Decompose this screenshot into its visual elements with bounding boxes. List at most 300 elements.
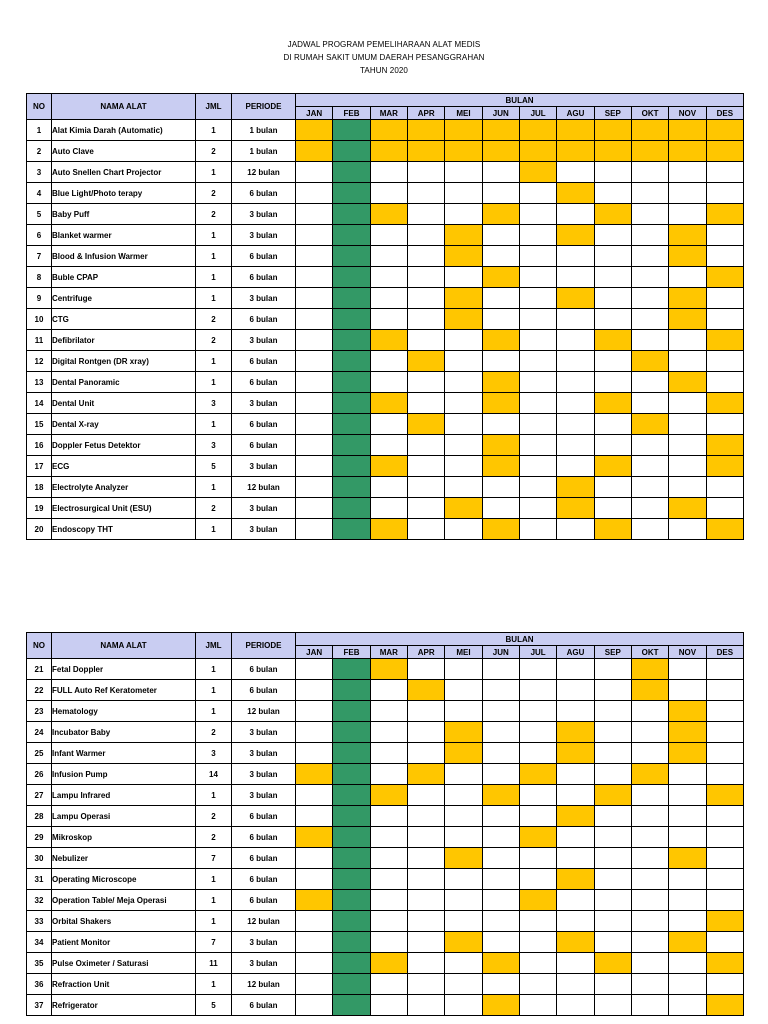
cell-jml: 1 bbox=[196, 701, 232, 722]
month-cell bbox=[296, 848, 333, 869]
month-cell-scheduled bbox=[445, 498, 482, 519]
month-cell bbox=[519, 848, 556, 869]
month-cell bbox=[445, 204, 482, 225]
month-cell bbox=[557, 953, 594, 974]
month-cell-scheduled bbox=[631, 680, 668, 701]
month-cell bbox=[482, 498, 519, 519]
month-cell bbox=[557, 974, 594, 995]
month-cell bbox=[631, 309, 668, 330]
month-cell bbox=[594, 680, 631, 701]
month-cell-scheduled bbox=[482, 393, 519, 414]
month-cell bbox=[407, 659, 444, 680]
month-cell bbox=[557, 393, 594, 414]
month-cell-scheduled bbox=[669, 246, 706, 267]
month-cell bbox=[407, 519, 444, 540]
month-cell-scheduled bbox=[669, 701, 706, 722]
cell-jml: 2 bbox=[196, 827, 232, 848]
cell-no: 8 bbox=[27, 267, 52, 288]
month-cell-scheduled bbox=[557, 120, 594, 141]
cell-periode: 6 bulan bbox=[232, 869, 296, 890]
month-cell bbox=[296, 372, 333, 393]
cell-periode: 6 bulan bbox=[232, 309, 296, 330]
cell-nama-alat: Lampu Infrared bbox=[52, 785, 196, 806]
cell-no: 30 bbox=[27, 848, 52, 869]
month-cell bbox=[370, 414, 407, 435]
month-cell bbox=[445, 974, 482, 995]
header-month: JUL bbox=[519, 107, 556, 120]
month-cell bbox=[557, 204, 594, 225]
cell-periode: 12 bulan bbox=[232, 162, 296, 183]
table-row bbox=[27, 120, 744, 141]
month-cell-feb-marked bbox=[333, 393, 370, 414]
month-cell bbox=[445, 519, 482, 540]
month-cell-scheduled bbox=[445, 722, 482, 743]
month-cell bbox=[296, 498, 333, 519]
month-cell-feb-marked bbox=[333, 680, 370, 701]
month-cell-feb-marked bbox=[333, 267, 370, 288]
month-cell bbox=[557, 162, 594, 183]
month-cell bbox=[370, 827, 407, 848]
table-row bbox=[27, 393, 744, 414]
cell-no: 6 bbox=[27, 225, 52, 246]
month-cell bbox=[631, 393, 668, 414]
month-cell-feb-marked bbox=[333, 701, 370, 722]
month-cell bbox=[482, 701, 519, 722]
month-cell bbox=[482, 974, 519, 995]
month-cell bbox=[296, 519, 333, 540]
month-cell-scheduled bbox=[482, 785, 519, 806]
month-cell bbox=[669, 393, 706, 414]
table-row bbox=[27, 435, 744, 456]
month-cell-scheduled bbox=[370, 519, 407, 540]
month-cell bbox=[557, 351, 594, 372]
month-cell bbox=[482, 246, 519, 267]
cell-periode: 3 bulan bbox=[232, 743, 296, 764]
header-month: JUN bbox=[482, 646, 519, 659]
header-month: MEI bbox=[445, 646, 482, 659]
month-cell bbox=[669, 806, 706, 827]
cell-no: 23 bbox=[27, 701, 52, 722]
month-cell bbox=[557, 911, 594, 932]
month-cell-scheduled bbox=[445, 120, 482, 141]
month-cell-scheduled bbox=[482, 372, 519, 393]
cell-nama-alat: Blood & Infusion Warmer bbox=[52, 246, 196, 267]
month-cell bbox=[594, 183, 631, 204]
month-cell-scheduled bbox=[669, 141, 706, 162]
month-cell bbox=[519, 932, 556, 953]
month-cell bbox=[445, 414, 482, 435]
month-cell bbox=[370, 932, 407, 953]
month-cell-scheduled bbox=[296, 764, 333, 785]
header-nama-alat: NAMA ALAT bbox=[52, 633, 196, 659]
cell-nama-alat: ECG bbox=[52, 456, 196, 477]
cell-nama-alat: Electrolyte Analyzer bbox=[52, 477, 196, 498]
month-cell bbox=[594, 225, 631, 246]
month-cell bbox=[631, 372, 668, 393]
cell-periode: 6 bulan bbox=[232, 267, 296, 288]
cell-jml: 1 bbox=[196, 246, 232, 267]
month-cell bbox=[594, 911, 631, 932]
month-cell-scheduled bbox=[706, 953, 743, 974]
header-month: MAR bbox=[370, 107, 407, 120]
cell-periode: 3 bulan bbox=[232, 330, 296, 351]
month-cell bbox=[706, 890, 743, 911]
header-month: DES bbox=[706, 646, 743, 659]
month-cell bbox=[445, 330, 482, 351]
cell-jml: 2 bbox=[196, 183, 232, 204]
cell-jml: 3 bbox=[196, 743, 232, 764]
month-cell bbox=[631, 785, 668, 806]
month-cell bbox=[557, 519, 594, 540]
month-cell bbox=[669, 456, 706, 477]
month-cell bbox=[594, 764, 631, 785]
month-cell bbox=[706, 764, 743, 785]
cell-no: 16 bbox=[27, 435, 52, 456]
cell-periode: 3 bulan bbox=[232, 722, 296, 743]
month-cell-scheduled bbox=[407, 764, 444, 785]
header-nama-alat: NAMA ALAT bbox=[52, 94, 196, 120]
table-row bbox=[27, 183, 744, 204]
document-title bbox=[0, 38, 768, 77]
month-cell bbox=[557, 309, 594, 330]
month-cell-scheduled bbox=[482, 456, 519, 477]
cell-jml: 2 bbox=[196, 498, 232, 519]
month-cell-scheduled bbox=[445, 141, 482, 162]
table-row bbox=[27, 827, 744, 848]
month-cell bbox=[296, 183, 333, 204]
cell-no: 24 bbox=[27, 722, 52, 743]
cell-periode: 3 bulan bbox=[232, 204, 296, 225]
month-cell-feb-marked bbox=[333, 764, 370, 785]
month-cell-scheduled bbox=[594, 330, 631, 351]
cell-no: 1 bbox=[27, 120, 52, 141]
month-cell-scheduled bbox=[519, 141, 556, 162]
month-cell-feb-marked bbox=[333, 414, 370, 435]
month-cell bbox=[407, 701, 444, 722]
month-cell bbox=[296, 995, 333, 1016]
header-no: NO bbox=[27, 633, 52, 659]
month-cell-feb-marked bbox=[333, 722, 370, 743]
month-cell bbox=[669, 519, 706, 540]
cell-nama-alat: Blue Light/Photo terapy bbox=[52, 183, 196, 204]
month-cell-scheduled bbox=[370, 659, 407, 680]
month-cell-scheduled bbox=[370, 456, 407, 477]
table-row bbox=[27, 351, 744, 372]
month-cell-scheduled bbox=[557, 225, 594, 246]
header-month: AGU bbox=[557, 646, 594, 659]
header-month: SEP bbox=[594, 646, 631, 659]
cell-jml: 1 bbox=[196, 890, 232, 911]
table-row bbox=[27, 288, 744, 309]
cell-nama-alat: Baby Puff bbox=[52, 204, 196, 225]
cell-nama-alat: FULL Auto Ref Keratometer bbox=[52, 680, 196, 701]
cell-jml: 1 bbox=[196, 785, 232, 806]
month-cell bbox=[445, 477, 482, 498]
month-cell-scheduled bbox=[706, 393, 743, 414]
month-cell bbox=[631, 162, 668, 183]
month-cell bbox=[519, 204, 556, 225]
month-cell bbox=[557, 372, 594, 393]
table-row bbox=[27, 953, 744, 974]
month-cell bbox=[482, 743, 519, 764]
month-cell-feb-marked bbox=[333, 932, 370, 953]
month-cell bbox=[669, 764, 706, 785]
cell-jml: 2 bbox=[196, 722, 232, 743]
cell-no: 19 bbox=[27, 498, 52, 519]
month-cell-scheduled bbox=[706, 141, 743, 162]
month-cell-scheduled bbox=[482, 330, 519, 351]
table-row bbox=[27, 869, 744, 890]
month-cell bbox=[631, 288, 668, 309]
table-row bbox=[27, 701, 744, 722]
header-jml: JML bbox=[196, 633, 232, 659]
month-cell bbox=[482, 806, 519, 827]
table-row bbox=[27, 267, 744, 288]
month-cell bbox=[557, 848, 594, 869]
month-cell bbox=[594, 414, 631, 435]
month-cell bbox=[370, 267, 407, 288]
month-cell-scheduled bbox=[594, 953, 631, 974]
month-cell-scheduled bbox=[557, 288, 594, 309]
month-cell bbox=[407, 267, 444, 288]
cell-jml: 5 bbox=[196, 456, 232, 477]
month-cell bbox=[482, 309, 519, 330]
cell-nama-alat: Refrigerator bbox=[52, 995, 196, 1016]
month-cell bbox=[370, 806, 407, 827]
month-cell bbox=[557, 827, 594, 848]
cell-periode: 6 bulan bbox=[232, 183, 296, 204]
month-cell-scheduled bbox=[631, 659, 668, 680]
month-cell bbox=[445, 372, 482, 393]
month-cell bbox=[519, 911, 556, 932]
month-cell-scheduled bbox=[445, 288, 482, 309]
month-cell-scheduled bbox=[669, 309, 706, 330]
month-cell bbox=[296, 911, 333, 932]
month-cell bbox=[669, 953, 706, 974]
month-cell-feb-marked bbox=[333, 204, 370, 225]
month-cell bbox=[557, 680, 594, 701]
month-cell bbox=[594, 827, 631, 848]
month-cell bbox=[669, 414, 706, 435]
month-cell bbox=[482, 288, 519, 309]
month-cell bbox=[557, 267, 594, 288]
month-cell bbox=[519, 246, 556, 267]
header-month: MEI bbox=[445, 107, 482, 120]
month-cell bbox=[594, 848, 631, 869]
month-cell-scheduled bbox=[557, 869, 594, 890]
month-cell bbox=[445, 890, 482, 911]
cell-nama-alat: Centrifuge bbox=[52, 288, 196, 309]
month-cell bbox=[706, 225, 743, 246]
cell-periode: 3 bulan bbox=[232, 764, 296, 785]
month-cell bbox=[296, 806, 333, 827]
month-cell bbox=[631, 974, 668, 995]
cell-jml: 7 bbox=[196, 848, 232, 869]
month-cell bbox=[370, 162, 407, 183]
month-cell-scheduled bbox=[557, 932, 594, 953]
month-cell bbox=[669, 162, 706, 183]
cell-jml: 2 bbox=[196, 141, 232, 162]
month-cell-feb-marked bbox=[333, 848, 370, 869]
month-cell bbox=[706, 722, 743, 743]
month-cell bbox=[669, 330, 706, 351]
month-cell bbox=[631, 890, 668, 911]
header-month: NOV bbox=[669, 107, 706, 120]
month-cell bbox=[370, 764, 407, 785]
header-month: JAN bbox=[296, 107, 333, 120]
month-cell bbox=[519, 456, 556, 477]
month-cell bbox=[445, 953, 482, 974]
cell-no: 12 bbox=[27, 351, 52, 372]
cell-jml: 1 bbox=[196, 162, 232, 183]
month-cell bbox=[631, 953, 668, 974]
month-cell bbox=[706, 974, 743, 995]
month-cell bbox=[370, 246, 407, 267]
cell-no: 34 bbox=[27, 932, 52, 953]
month-cell bbox=[594, 722, 631, 743]
title-line-1: JADWAL PROGRAM PEMELIHARAAN ALAT MEDIS bbox=[287, 40, 481, 49]
month-cell bbox=[594, 309, 631, 330]
cell-no: 31 bbox=[27, 869, 52, 890]
month-cell-feb-marked bbox=[333, 246, 370, 267]
cell-periode: 3 bulan bbox=[232, 932, 296, 953]
month-cell bbox=[631, 722, 668, 743]
month-cell-scheduled bbox=[557, 498, 594, 519]
month-cell bbox=[482, 162, 519, 183]
cell-no: 28 bbox=[27, 806, 52, 827]
month-cell-feb-marked bbox=[333, 141, 370, 162]
month-cell bbox=[706, 246, 743, 267]
cell-no: 13 bbox=[27, 372, 52, 393]
header-month: FEB bbox=[333, 107, 370, 120]
cell-nama-alat: CTG bbox=[52, 309, 196, 330]
month-cell bbox=[706, 477, 743, 498]
month-cell bbox=[557, 456, 594, 477]
cell-nama-alat: Mikroskop bbox=[52, 827, 196, 848]
month-cell-scheduled bbox=[631, 141, 668, 162]
month-cell bbox=[407, 806, 444, 827]
table-row bbox=[27, 519, 744, 540]
month-cell-feb-marked bbox=[333, 372, 370, 393]
table-row bbox=[27, 162, 744, 183]
month-cell-scheduled bbox=[706, 120, 743, 141]
month-cell bbox=[296, 162, 333, 183]
month-cell bbox=[706, 869, 743, 890]
month-cell bbox=[706, 162, 743, 183]
cell-periode: 6 bulan bbox=[232, 351, 296, 372]
month-cell-scheduled bbox=[669, 288, 706, 309]
cell-jml: 3 bbox=[196, 393, 232, 414]
month-cell bbox=[706, 372, 743, 393]
header-month: APR bbox=[407, 107, 444, 120]
month-cell-feb-marked bbox=[333, 743, 370, 764]
cell-jml: 5 bbox=[196, 995, 232, 1016]
cell-periode: 3 bulan bbox=[232, 456, 296, 477]
month-cell-scheduled bbox=[631, 414, 668, 435]
month-cell bbox=[445, 806, 482, 827]
table-row bbox=[27, 477, 744, 498]
month-cell bbox=[594, 932, 631, 953]
month-cell bbox=[706, 351, 743, 372]
cell-nama-alat: Infusion Pump bbox=[52, 764, 196, 785]
month-cell-scheduled bbox=[669, 498, 706, 519]
month-cell-feb-marked bbox=[333, 498, 370, 519]
month-cell bbox=[407, 995, 444, 1016]
month-cell bbox=[631, 435, 668, 456]
month-cell-scheduled bbox=[370, 204, 407, 225]
month-cell bbox=[519, 701, 556, 722]
month-cell bbox=[482, 869, 519, 890]
month-cell-scheduled bbox=[445, 246, 482, 267]
month-cell bbox=[407, 890, 444, 911]
month-cell bbox=[445, 869, 482, 890]
header-month: JAN bbox=[296, 646, 333, 659]
header-month: OKT bbox=[631, 646, 668, 659]
month-cell bbox=[594, 477, 631, 498]
month-cell-feb-marked bbox=[333, 659, 370, 680]
cell-nama-alat: Fetal Doppler bbox=[52, 659, 196, 680]
month-cell bbox=[669, 267, 706, 288]
month-cell bbox=[370, 498, 407, 519]
header-bulan: BULAN bbox=[296, 94, 744, 107]
month-cell-scheduled bbox=[482, 204, 519, 225]
month-cell bbox=[669, 911, 706, 932]
cell-periode: 3 bulan bbox=[232, 393, 296, 414]
month-cell-scheduled bbox=[669, 225, 706, 246]
table-row bbox=[27, 246, 744, 267]
cell-nama-alat: Dental Unit bbox=[52, 393, 196, 414]
month-cell bbox=[482, 932, 519, 953]
month-cell bbox=[519, 393, 556, 414]
month-cell bbox=[519, 309, 556, 330]
month-cell-scheduled bbox=[370, 141, 407, 162]
month-cell bbox=[557, 330, 594, 351]
month-cell bbox=[519, 372, 556, 393]
month-cell bbox=[631, 498, 668, 519]
cell-nama-alat: Dental X-ray bbox=[52, 414, 196, 435]
month-cell-scheduled bbox=[631, 120, 668, 141]
cell-no: 2 bbox=[27, 141, 52, 162]
month-cell bbox=[445, 995, 482, 1016]
month-cell-scheduled bbox=[519, 120, 556, 141]
header-bulan: BULAN bbox=[296, 633, 744, 646]
month-cell-feb-marked bbox=[333, 309, 370, 330]
month-cell-scheduled bbox=[631, 764, 668, 785]
cell-jml: 1 bbox=[196, 267, 232, 288]
month-cell-feb-marked bbox=[333, 288, 370, 309]
table-row bbox=[27, 414, 744, 435]
cell-nama-alat: Orbital Shakers bbox=[52, 911, 196, 932]
cell-jml: 2 bbox=[196, 204, 232, 225]
month-cell-scheduled bbox=[669, 722, 706, 743]
cell-periode: 6 bulan bbox=[232, 435, 296, 456]
cell-jml: 3 bbox=[196, 435, 232, 456]
month-cell bbox=[557, 435, 594, 456]
month-cell bbox=[407, 456, 444, 477]
month-cell bbox=[706, 932, 743, 953]
month-cell-feb-marked bbox=[333, 477, 370, 498]
month-cell bbox=[519, 995, 556, 1016]
month-cell-scheduled bbox=[407, 351, 444, 372]
cell-jml: 1 bbox=[196, 911, 232, 932]
cell-jml: 7 bbox=[196, 932, 232, 953]
header-month: MAR bbox=[370, 646, 407, 659]
month-cell-scheduled bbox=[445, 309, 482, 330]
cell-periode: 6 bulan bbox=[232, 806, 296, 827]
month-cell-scheduled bbox=[296, 120, 333, 141]
cell-jml: 1 bbox=[196, 974, 232, 995]
cell-periode: 12 bulan bbox=[232, 477, 296, 498]
